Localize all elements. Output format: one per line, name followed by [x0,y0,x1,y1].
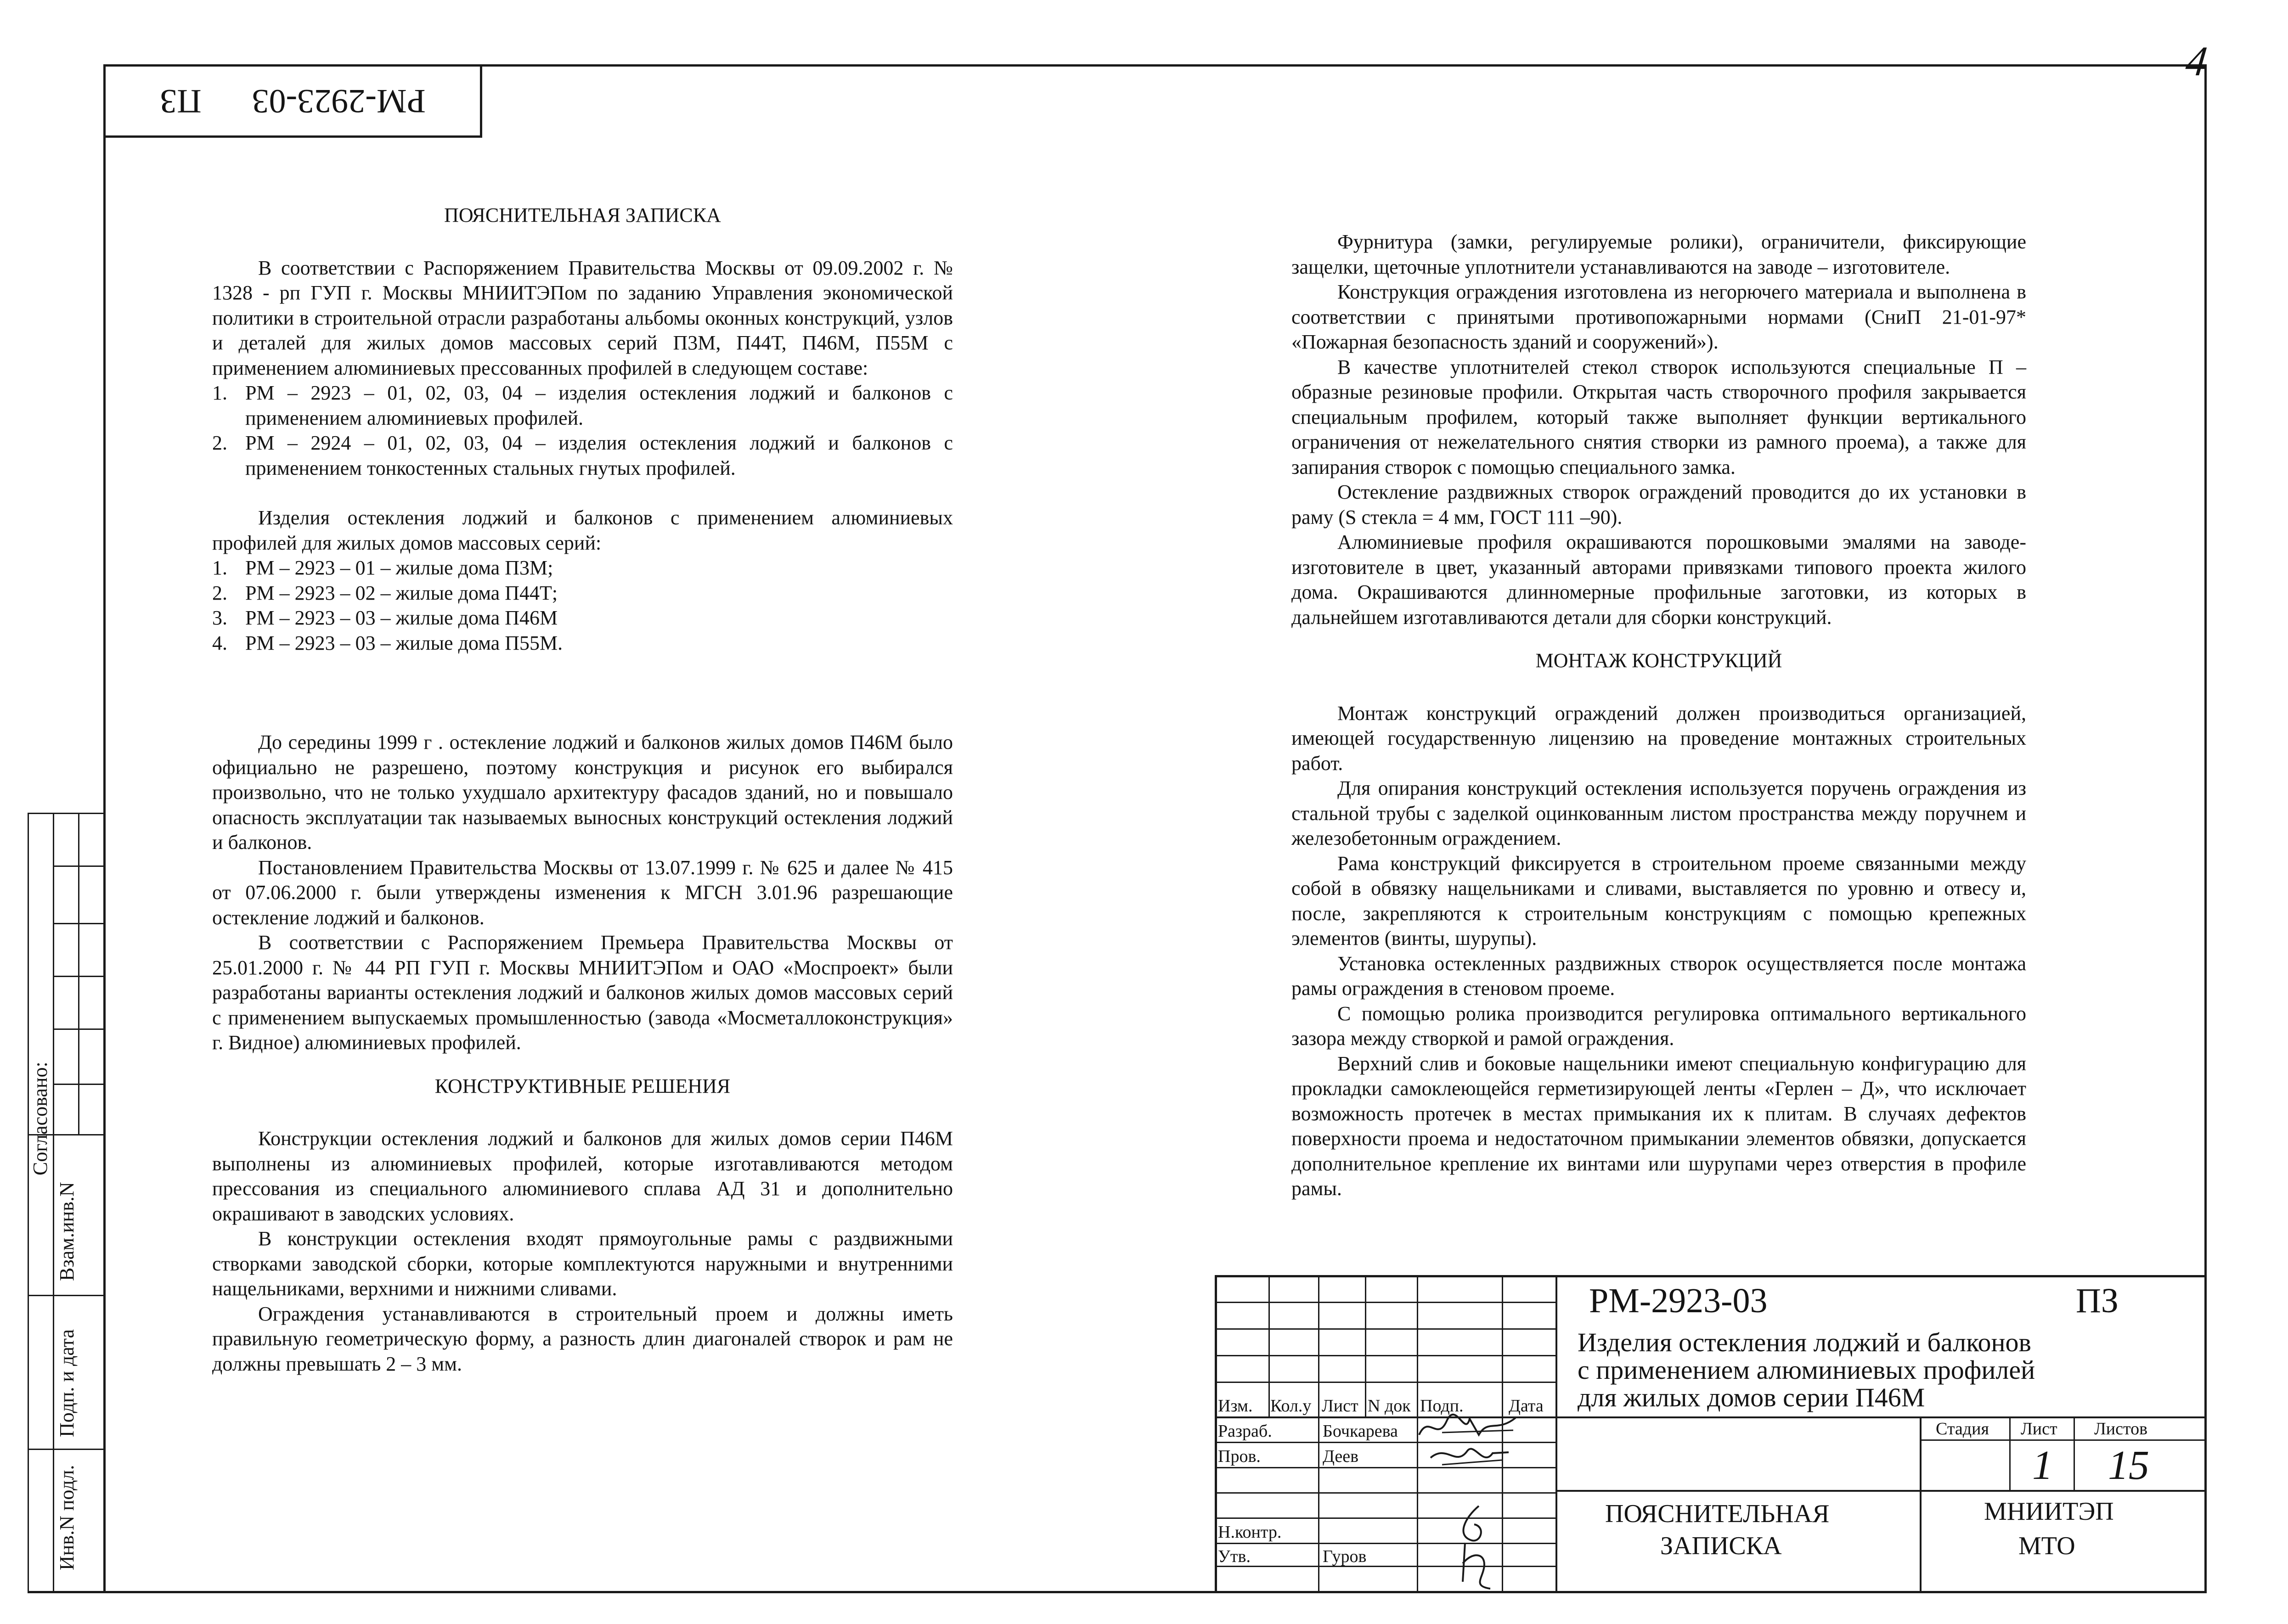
paragraph: Остекление раздвижных створок ограждений проводится до их установки в раму (S стекла = 4 мм, ГОСТ 111 –90). [1291,481,2026,528]
list-item: 1. РМ – 2923 – 01 – жилые дома П3М; [212,556,553,579]
col-list: Лист [1322,1396,1358,1416]
paragraph: В соответствии с Распоряжением Правительства Москвы от 09.09.2002 г. № 1328 - рп ГУП г. Москвы МНИИТЭПом по заданию Управления экономической политики в строительной отрасли разработаны альбомы оконных конструкций, узлов и деталей для жилых домов массовых серий П3М, П44Т, П46М, П55М с применением алюминиевых прессованных профилей в следующем составе: [212,256,953,379]
role-utv: Утв. [1218,1547,1251,1566]
paragraph: В конструкции остекления входят прямоугольные рамы с раздвижными створками заводской сборки, которые комплектуются наружными и внутренними нащельниками, верхними и нижними сливами. [212,1227,953,1300]
sheet-value: 1 [2032,1443,2053,1488]
sign-date-label: Подп. и дата [56,1329,78,1437]
rotated-stamp [103,64,482,138]
list-item: 2. РМ – 2924 – 01, 02, 03, 04 – изделия остекления лоджий и балконов с применением тонкостенных стальных гнутых профилей. [212,432,953,479]
paragraph: Конструкции остекления лоджий и балконов для жилых домов серии П46М выполнены из алюминиевых профилей, которые изготавливаются методом прессования из специального алюминиевого сплава АД 31 и дополнительно окрашивают в заводских условиях. [212,1127,953,1225]
paragraph: Постановлением Правительства Москвы от 13.07.1999 г. № 625 и далее № 415 от 07.06.2000 г. были утверждены изменения к МГСН 3.01.96 разрешающие остекление лоджий и балконов. [212,856,953,929]
col-kolu: Кол.у [1270,1396,1312,1416]
paragraph: С помощью ролика производится регулировка оптимального вертикального зазора между створкой и рамой ограждения. [1291,1002,2026,1050]
paragraph: Фурнитура (замки, регулируемые ролики), ограничители, фиксирующие защелки, щеточные уплотнители устанавливаются на заводе – изготовителе. [1291,230,2026,278]
sheet-label: Лист [2021,1419,2057,1439]
frame-left-line [103,64,106,1593]
paragraph: Алюминиевые профиля окрашиваются порошковыми эмалями на заводе-изготовителе в цвет, указанный авторами привязками типового проекта жилого дома. Окрашиваются длинномерные профильные заготовки, из которых в дальнейшем изготавливаются детали для сборки конструкций. [1291,531,2026,629]
role-razrab: Разраб. [1218,1422,1272,1441]
name-utv: Гуров [1323,1547,1367,1566]
page-mark: 4 [2183,38,2210,84]
name-razrab: Бочкарева [1323,1422,1398,1441]
agreed-label: Согласовано: [29,1062,51,1175]
paragraph: Изделия остекления лоджий и балконов с применением алюминиевых профилей для жилых домов массовых серий: [212,506,953,554]
stage-label: Стадия [1936,1419,1989,1439]
drawing-name-line: Изделия остекления лоджий и балконов [1578,1327,2031,1357]
sheets-value: 15 [2108,1443,2149,1488]
col-data: Дата [1509,1396,1544,1416]
paragraph: В качестве уплотнителей стекол створок используются специальные П – образные резиновые профили. Открытая часть створочного профиля закрывается специальным профилем, который также выполняет функции вертикального ограничения от нежелательного снятия створки из рамного проема), а также для запирания створок с помощью специального замка. [1291,355,2026,478]
frame-bottom-line [28,1591,2207,1593]
trim-left-line [28,813,29,1593]
role-nkontr: Н.контр. [1218,1523,1282,1542]
stamp-code: РМ-2923-03 [252,82,426,120]
frame-right-line [2204,64,2207,1593]
composition-list [212,381,953,481]
paragraph: До середины 1999 г . остекление лоджий и балконов жилых домов П46М было официально не разрешено, поэтому конструкция и рисунок его выбирался произвольно, что не только ухудшало архитектуру фасадов зданий, но и повышало опасность эксплуатации так называемых выносных конструкций остекления лоджий и балконов. [212,731,953,854]
list-item: 2. РМ – 2923 – 02 – жилые дома П44Т; [212,581,558,604]
paragraph: Монтаж конструкций ограждений должен производиться организацией, имеющей государственную лицензию на проведение монтажных строительных работ. [1291,702,2026,775]
inv-orig-label: Инв.N подл. [56,1465,78,1570]
sheets-label: Листов [2094,1419,2148,1439]
name-prov: Деев [1323,1447,1359,1466]
col-izm: Изм. [1218,1396,1253,1416]
section-title: МОНТАЖ КОНСТРУКЦИЙ [1535,649,1782,672]
paragraph: Верхний слив и боковые нащельники имеют специальную конфигурацию для прокладки самоклеющейся герметизирующей ленты «Герлен – Д», что исключает возможность протечек в местах примыкания их к плитам. В случаях дефектов поверхности проема и недостаточном примыкании элементов обвязки, допускается дополнительное крепление их винтами или шурупами через отверстия в профиле рамы. [1291,1052,2026,1200]
doc-title: ПОЯСНИТЕЛЬНАЯ [1605,1500,1830,1528]
paragraph: Рама конструкций фиксируется в строительном проеме связанными между собой в обвязку нащельниками и сливами, выставляется по уровню и отвесу и, после, закрепляются к строительным конструкциям с помощью крепежных элементов (винты, шурупы). [1291,852,2026,950]
drawing-name-line: для жилых домов серии П46М [1578,1382,1925,1412]
drawing-sheet-type: ПЗ [2076,1281,2119,1320]
org-name: МТО [2018,1532,2075,1560]
section-title: ПОЯСНИТЕЛЬНАЯ ЗАПИСКА [444,204,721,226]
signature-utv [1447,1536,1506,1591]
paragraph: Ограждения устанавливаются в строительный проем и должны иметь правильную геометрическую форму, а разность длин диагоналей створок и рам не должны превышать 2 – 3 мм. [212,1302,953,1375]
list-item: 4. РМ – 2923 – 03 – жилые дома П55М. [212,631,563,654]
stamp-sheet-type: ПЗ [160,82,202,120]
drawing-name-line: с применением алюминиевых профилей [1578,1355,2035,1385]
list-item: 3. РМ – 2923 – 03 – жилые дома П46М [212,607,558,629]
left-text-column [212,203,953,1377]
list-item: 1. РМ – 2923 – 01, 02, 03, 04 – изделия остекления лоджий и балконов с применением алюминиевых профилей. [212,382,953,429]
paragraph: Установка остекленных раздвижных створок осуществляется после монтажа рамы ограждения в стеновом проеме. [1291,952,2026,1000]
signature-prov [1424,1439,1516,1472]
series-list [212,556,953,656]
inv-replace-label: Взам.инв.N [56,1182,78,1281]
doc-title: ЗАПИСКА [1660,1532,1782,1560]
drawing-code: РМ-2923-03 [1589,1281,1768,1320]
section-title: КОНСТРУКТИВНЫЕ РЕШЕНИЯ [434,1074,731,1097]
paragraph: Конструкция ограждения изготовлена из негорючего материала и выполнена в соответствии с принятыми противопожарными нормами (СниП 21-01-97* «Пожарная безопасность зданий и сооружений»). [1291,281,2026,353]
col-ndok: N док [1368,1396,1411,1416]
role-prov: Пров. [1218,1447,1261,1466]
org-name: МНИИТЭП [1984,1497,2114,1526]
paragraph: Для опирания конструкций остекления используется поручень ограждения из стальной трубы с заделкой оцинкованным листом пространства между поручнем и железобетонным ограждением. [1291,777,2026,849]
paragraph: В соответствии с Распоряжением Премьера Правительства Москвы от 25.01.2000 г. № 44 РП ГУП г. Москвы МНИИТЭПом и ОАО «Моспроект» были разработаны варианты остекления лоджий и балконов жилых домов массовых серий с применением выпускаемых промышленностью (завода «Мосметаллоконструкция» г. Видное) алюминиевых профилей. [212,931,953,1054]
col-podp: Подп. [1420,1396,1464,1416]
right-text-column [1291,230,2026,1202]
